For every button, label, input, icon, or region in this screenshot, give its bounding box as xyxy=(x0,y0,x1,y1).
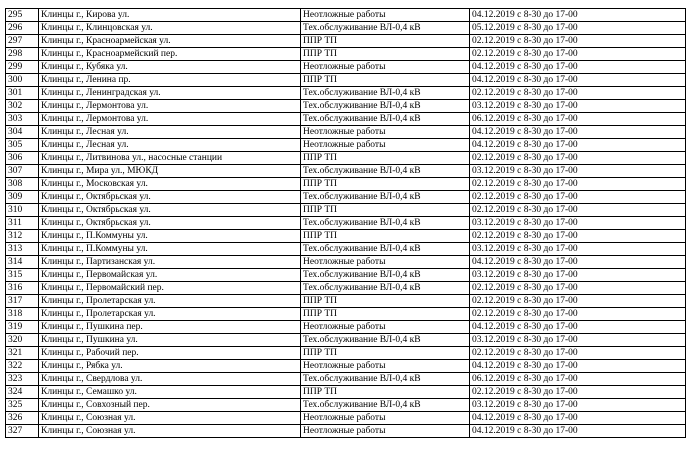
table-row xyxy=(6,100,686,113)
outage-time-cell: 04.12.2019 с 8-30 до 17-00 xyxy=(470,61,686,74)
table-row xyxy=(6,295,686,308)
outage-time-cell: 02.12.2019 с 8-30 до 17-00 xyxy=(470,308,686,321)
row-number-cell: 313 xyxy=(6,243,39,256)
row-number-cell: 323 xyxy=(6,373,39,386)
address-cell: Клинцы г., Кубяка ул. xyxy=(39,61,301,74)
work-type-cell: Тех.обслуживание ВЛ-0,4 кВ xyxy=(301,217,470,230)
table-row xyxy=(6,74,686,87)
outage-time-cell: 02.12.2019 с 8-30 до 17-00 xyxy=(470,282,686,295)
row-number-cell: 296 xyxy=(6,22,39,35)
work-type-cell: ППР ТП xyxy=(301,347,470,360)
outage-time-cell: 02.12.2019 с 8-30 до 17-00 xyxy=(470,87,686,100)
outage-time-cell: 03.12.2019 с 8-30 до 17-00 xyxy=(470,165,686,178)
work-type-cell: Тех.обслуживание ВЛ-0,4 кВ xyxy=(301,165,470,178)
address-cell: Клинцы г., Октябрьская ул. xyxy=(39,217,301,230)
address-cell: Клинцы г., Клинцовская ул. xyxy=(39,22,301,35)
work-type-cell: Неотложные работы xyxy=(301,139,470,152)
work-type-cell: ППР ТП xyxy=(301,48,470,61)
address-cell: Клинцы г., Лесная ул. xyxy=(39,139,301,152)
outage-time-cell: 02.12.2019 с 8-30 до 17-00 xyxy=(470,48,686,61)
work-type-cell: Неотложные работы xyxy=(301,9,470,22)
table-row xyxy=(6,334,686,347)
outage-time-cell: 03.12.2019 с 8-30 до 17-00 xyxy=(470,217,686,230)
work-type-cell: Тех.обслуживание ВЛ-0,4 кВ xyxy=(301,100,470,113)
row-number-cell: 308 xyxy=(6,178,39,191)
table-row xyxy=(6,269,686,282)
row-number-cell: 299 xyxy=(6,61,39,74)
row-number-cell: 321 xyxy=(6,347,39,360)
outage-time-cell: 02.12.2019 с 8-30 до 17-00 xyxy=(470,295,686,308)
row-number-cell: 307 xyxy=(6,165,39,178)
outage-time-cell: 02.12.2019 с 8-30 до 17-00 xyxy=(470,230,686,243)
outage-time-cell: 04.12.2019 с 8-30 до 17-00 xyxy=(470,9,686,22)
address-cell: Клинцы г., Пролетарская ул. xyxy=(39,308,301,321)
table-row xyxy=(6,360,686,373)
address-cell: Клинцы г., Мира ул., МЮКД xyxy=(39,165,301,178)
work-type-cell: Тех.обслуживание ВЛ-0,4 кВ xyxy=(301,269,470,282)
address-cell: Клинцы г., Красноармейская ул. xyxy=(39,35,301,48)
address-cell: Клинцы г., Лермонтова ул. xyxy=(39,113,301,126)
table-row xyxy=(6,256,686,269)
work-type-cell: Неотложные работы xyxy=(301,126,470,139)
address-cell: Клинцы г., Лесная ул. xyxy=(39,126,301,139)
row-number-cell: 316 xyxy=(6,282,39,295)
row-number-cell: 305 xyxy=(6,139,39,152)
address-cell: Клинцы г., Семашко ул. xyxy=(39,386,301,399)
outage-time-cell: 04.12.2019 с 8-30 до 17-00 xyxy=(470,321,686,334)
outage-time-cell: 02.12.2019 с 8-30 до 17-00 xyxy=(470,152,686,165)
table-body xyxy=(6,9,686,438)
work-type-cell: Тех.обслуживание ВЛ-0,4 кВ xyxy=(301,191,470,204)
address-cell: Клинцы г., Октябрьская ул. xyxy=(39,204,301,217)
table-row xyxy=(6,308,686,321)
table-row xyxy=(6,321,686,334)
outage-time-cell: 04.12.2019 с 8-30 до 17-00 xyxy=(470,412,686,425)
table-row xyxy=(6,386,686,399)
address-cell: Клинцы г., Совхозный пер. xyxy=(39,399,301,412)
table-row xyxy=(6,412,686,425)
outage-time-cell: 06.12.2019 с 8-30 до 17-00 xyxy=(470,373,686,386)
work-type-cell: ППР ТП xyxy=(301,35,470,48)
row-number-cell: 311 xyxy=(6,217,39,230)
work-type-cell: ППР ТП xyxy=(301,295,470,308)
row-number-cell: 304 xyxy=(6,126,39,139)
outage-time-cell: 04.12.2019 с 8-30 до 17-00 xyxy=(470,256,686,269)
outage-time-cell: 02.12.2019 с 8-30 до 17-00 xyxy=(470,191,686,204)
outage-time-cell: 04.12.2019 с 8-30 до 17-00 xyxy=(470,360,686,373)
outage-time-cell: 04.12.2019 с 8-30 до 17-00 xyxy=(470,425,686,438)
row-number-cell: 315 xyxy=(6,269,39,282)
outage-time-cell: 03.12.2019 с 8-30 до 17-00 xyxy=(470,100,686,113)
address-cell: Клинцы г., Союзная ул. xyxy=(39,412,301,425)
table-row xyxy=(6,373,686,386)
outage-time-cell: 02.12.2019 с 8-30 до 17-00 xyxy=(470,386,686,399)
row-number-cell: 324 xyxy=(6,386,39,399)
address-cell: Клинцы г., Пушкина ул. xyxy=(39,334,301,347)
table-row xyxy=(6,87,686,100)
address-cell: Клинцы г., Ленинградская ул. xyxy=(39,87,301,100)
row-number-cell: 301 xyxy=(6,87,39,100)
row-number-cell: 302 xyxy=(6,100,39,113)
row-number-cell: 317 xyxy=(6,295,39,308)
work-type-cell: Неотложные работы xyxy=(301,360,470,373)
work-type-cell: Тех.обслуживание ВЛ-0,4 кВ xyxy=(301,282,470,295)
work-type-cell: Тех.обслуживание ВЛ-0,4 кВ xyxy=(301,22,470,35)
address-cell: Клинцы г., Первомайский пер. xyxy=(39,282,301,295)
outage-time-cell: 03.12.2019 с 8-30 до 17-00 xyxy=(470,399,686,412)
work-type-cell: Тех.обслуживание ВЛ-0,4 кВ xyxy=(301,399,470,412)
work-type-cell: ППР ТП xyxy=(301,178,470,191)
work-type-cell: ППР ТП xyxy=(301,152,470,165)
address-cell: Клинцы г., Партизанская ул. xyxy=(39,256,301,269)
address-cell: Клинцы г., Свердлова ул. xyxy=(39,373,301,386)
outage-time-cell: 05.12.2019 с 8-30 до 17-00 xyxy=(470,22,686,35)
table-row xyxy=(6,22,686,35)
table-row xyxy=(6,61,686,74)
work-type-cell: Тех.обслуживание ВЛ-0,4 кВ xyxy=(301,373,470,386)
work-type-cell: Тех.обслуживание ВЛ-0,4 кВ xyxy=(301,334,470,347)
row-number-cell: 306 xyxy=(6,152,39,165)
table-row xyxy=(6,230,686,243)
table-row xyxy=(6,152,686,165)
work-type-cell: Неотложные работы xyxy=(301,61,470,74)
table-row xyxy=(6,243,686,256)
table-row xyxy=(6,48,686,61)
work-type-cell: Тех.обслуживание ВЛ-0,4 кВ xyxy=(301,87,470,100)
address-cell: Клинцы г., Ленина пр. xyxy=(39,74,301,87)
row-number-cell: 300 xyxy=(6,74,39,87)
outage-time-cell: 02.12.2019 с 8-30 до 17-00 xyxy=(470,204,686,217)
address-cell: Клинцы г., Пролетарская ул. xyxy=(39,295,301,308)
address-cell: Клинцы г., Октябрьская ул. xyxy=(39,191,301,204)
address-cell: Клинцы г., Красноармейский пер. xyxy=(39,48,301,61)
work-type-cell: ППР ТП xyxy=(301,74,470,87)
work-type-cell: ППР ТП xyxy=(301,386,470,399)
outage-time-cell: 03.12.2019 с 8-30 до 17-00 xyxy=(470,269,686,282)
table-row xyxy=(6,126,686,139)
address-cell: Клинцы г., Кирова ул. xyxy=(39,9,301,22)
row-number-cell: 322 xyxy=(6,360,39,373)
work-type-cell: Неотложные работы xyxy=(301,256,470,269)
outage-time-cell: 02.12.2019 с 8-30 до 17-00 xyxy=(470,347,686,360)
table-row xyxy=(6,191,686,204)
row-number-cell: 327 xyxy=(6,425,39,438)
address-cell: Клинцы г., Первомайская ул. xyxy=(39,269,301,282)
row-number-cell: 309 xyxy=(6,191,39,204)
outage-time-cell: 02.12.2019 с 8-30 до 17-00 xyxy=(470,35,686,48)
row-number-cell: 325 xyxy=(6,399,39,412)
table-row xyxy=(6,113,686,126)
table-row xyxy=(6,217,686,230)
outage-schedule-table xyxy=(5,8,686,438)
address-cell: Клинцы г., Рябка ул. xyxy=(39,360,301,373)
row-number-cell: 326 xyxy=(6,412,39,425)
table-row xyxy=(6,178,686,191)
address-cell: Клинцы г., П.Коммуны ул. xyxy=(39,243,301,256)
row-number-cell: 298 xyxy=(6,48,39,61)
work-type-cell: Тех.обслуживание ВЛ-0,4 кВ xyxy=(301,113,470,126)
table-row xyxy=(6,9,686,22)
work-type-cell: Неотложные работы xyxy=(301,425,470,438)
row-number-cell: 310 xyxy=(6,204,39,217)
row-number-cell: 297 xyxy=(6,35,39,48)
address-cell: Клинцы г., Рабочий пер. xyxy=(39,347,301,360)
address-cell: Клинцы г., Литвинова ул., насосные станции xyxy=(39,152,301,165)
outage-time-cell: 02.12.2019 с 8-30 до 17-00 xyxy=(470,178,686,191)
address-cell: Клинцы г., П.Коммуны ул. xyxy=(39,230,301,243)
outage-time-cell: 03.12.2019 с 8-30 до 17-00 xyxy=(470,243,686,256)
row-number-cell: 319 xyxy=(6,321,39,334)
work-type-cell: Неотложные работы xyxy=(301,321,470,334)
table-row xyxy=(6,282,686,295)
outage-time-cell: 04.12.2019 с 8-30 до 17-00 xyxy=(470,126,686,139)
work-type-cell: Неотложные работы xyxy=(301,412,470,425)
table-row xyxy=(6,347,686,360)
work-type-cell: Тех.обслуживание ВЛ-0,4 кВ xyxy=(301,243,470,256)
address-cell: Клинцы г., Лермонтова ул. xyxy=(39,100,301,113)
table-row xyxy=(6,139,686,152)
outage-time-cell: 03.12.2019 с 8-30 до 17-00 xyxy=(470,334,686,347)
work-type-cell: ППР ТП xyxy=(301,204,470,217)
work-type-cell: ППР ТП xyxy=(301,230,470,243)
address-cell: Клинцы г., Союзная ул. xyxy=(39,425,301,438)
row-number-cell: 320 xyxy=(6,334,39,347)
row-number-cell: 312 xyxy=(6,230,39,243)
outage-time-cell: 06.12.2019 с 8-30 до 17-00 xyxy=(470,113,686,126)
table-row xyxy=(6,399,686,412)
table-row xyxy=(6,35,686,48)
address-cell: Клинцы г., Московская ул. xyxy=(39,178,301,191)
table-row xyxy=(6,425,686,438)
table-row xyxy=(6,165,686,178)
work-type-cell: ППР ТП xyxy=(301,308,470,321)
outage-time-cell: 04.12.2019 с 8-30 до 17-00 xyxy=(470,139,686,152)
table-row xyxy=(6,204,686,217)
row-number-cell: 314 xyxy=(6,256,39,269)
outage-time-cell: 04.12.2019 с 8-30 до 17-00 xyxy=(470,74,686,87)
row-number-cell: 303 xyxy=(6,113,39,126)
row-number-cell: 318 xyxy=(6,308,39,321)
row-number-cell: 295 xyxy=(6,9,39,22)
address-cell: Клинцы г., Пушкина пер. xyxy=(39,321,301,334)
